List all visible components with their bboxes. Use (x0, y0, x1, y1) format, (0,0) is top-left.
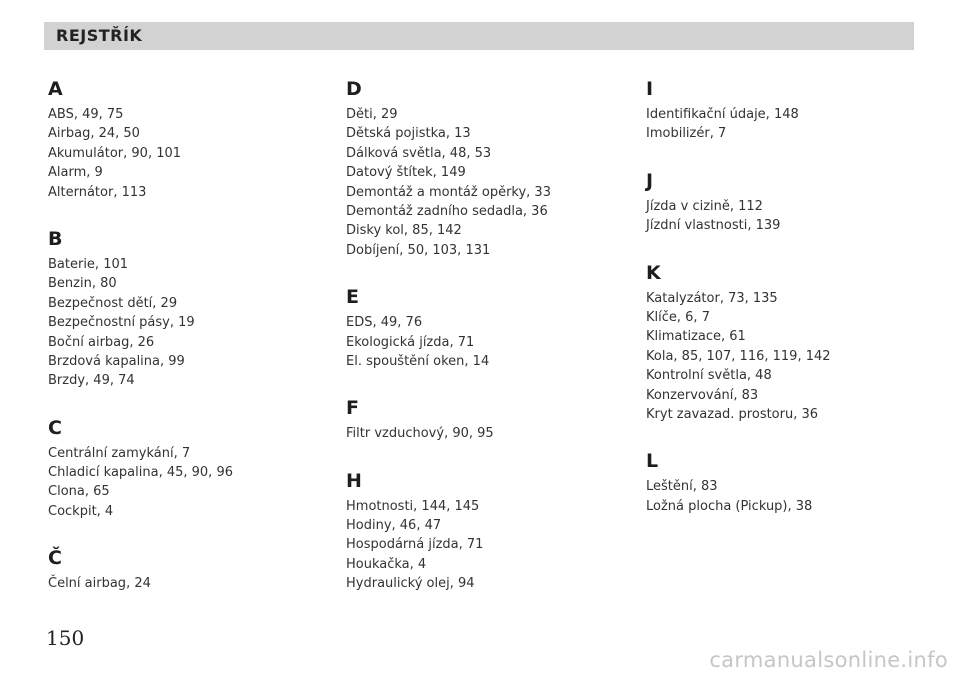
page-number: 150 (46, 626, 85, 650)
index-entry: Disky kol, 85, 142 (346, 223, 462, 239)
index-section (646, 170, 936, 236)
index-column-2 (346, 78, 636, 620)
index-header-bar (44, 22, 914, 50)
entry-list (48, 444, 338, 522)
index-section (646, 78, 936, 144)
entry-list (646, 197, 936, 236)
index-entry: Centrální zamykání, 7 (48, 445, 191, 461)
index-entry: Baterie, 101 (48, 256, 129, 272)
index-entry: Bezpečnostní pásy, 19 (48, 315, 195, 331)
watermark: carmanualsonline.info (709, 648, 948, 672)
index-entry: Jízdní vlastnosti, 139 (646, 218, 781, 234)
entry-list (646, 477, 936, 516)
section-letter: K (646, 261, 661, 284)
index-section (48, 547, 338, 593)
index-section (48, 78, 338, 202)
index-entry: Brzdová kapalina, 99 (48, 353, 185, 369)
index-entry: Klimatizace, 61 (646, 329, 746, 345)
section-letter: D (346, 78, 362, 100)
index-title: REJSTŘÍK (56, 26, 143, 45)
index-entry: Houkačka, 4 (346, 556, 427, 572)
index-entry: Katalyzátor, 73, 135 (646, 290, 778, 306)
index-entry: Hodiny, 46, 47 (346, 518, 442, 534)
index-entry: Hydraulický olej, 94 (346, 576, 475, 592)
index-section (48, 228, 338, 391)
index-entry: Airbag, 24, 50 (48, 126, 140, 142)
index-entry: Cockpit, 4 (48, 503, 114, 519)
index-entry: Konzervování, 83 (646, 387, 759, 403)
index-section (48, 417, 338, 522)
index-section (346, 78, 636, 260)
index-entry: Chladicí kapalina, 45, 90, 96 (48, 465, 233, 481)
section-letter: I (646, 78, 654, 100)
index-entry: ABS, 49, 75 (48, 107, 124, 122)
index-entry: Bezpečnost dětí, 29 (48, 295, 178, 311)
index-section (346, 470, 636, 594)
index-entry: EDS, 49, 76 (346, 315, 423, 331)
section-letter: C (48, 416, 62, 439)
index-entry: Kola, 85, 107, 116, 119, 142 (646, 348, 831, 364)
entry-list (646, 105, 936, 144)
entry-list (346, 105, 636, 260)
index-entry: Jízda v cizině, 112 (646, 198, 763, 214)
index-entry: Leštění, 83 (646, 479, 718, 495)
section-letter: F (346, 397, 359, 420)
index-section (646, 450, 936, 516)
entry-list (48, 105, 338, 202)
index-column-3 (646, 78, 936, 542)
index-entry: Datový štítek, 149 (346, 165, 466, 181)
index-entry: Benzin, 80 (48, 276, 117, 292)
index-section (346, 286, 636, 371)
index-section (646, 262, 936, 425)
index-entry: Dětská pojistka, 13 (346, 126, 471, 142)
index-entry: Clona, 65 (48, 484, 110, 500)
index-entry: Kryt zavazad. prostoru, 36 (646, 406, 819, 422)
entry-list (346, 424, 636, 443)
index-entry: Imobilizér, 7 (646, 126, 727, 142)
entry-list (646, 289, 936, 425)
index-entry: Ložná plocha (Pickup), 38 (646, 498, 813, 514)
entry-list (48, 574, 338, 593)
index-entry: Demontáž zadního sedadla, 36 (346, 203, 548, 219)
index-entry: Brzdy, 49, 74 (48, 373, 135, 389)
entry-list (346, 313, 636, 371)
index-entry: Alarm, 9 (48, 165, 103, 181)
section-letter: H (346, 469, 362, 492)
index-entry: Hmotnosti, 144, 145 (346, 498, 480, 514)
index-entry: Filtr vzduchový, 90, 95 (346, 426, 494, 442)
index-entry: Identifikační údaje, 148 (646, 107, 799, 122)
entry-list (48, 255, 338, 391)
index-entry: Čelní airbag, 24 (48, 576, 151, 592)
index-entry: Ekologická jízda, 71 (346, 334, 475, 350)
index-entry: Kontrolní světla, 48 (646, 368, 772, 384)
index-entry: Demontáž a montáž opěrky, 33 (346, 184, 551, 200)
section-letter: A (48, 78, 63, 100)
index-section (346, 397, 636, 443)
index-entry: Boční airbag, 26 (48, 334, 155, 350)
section-letter: J (646, 169, 654, 192)
section-letter: Č (48, 547, 62, 570)
index-entry: Hospodárná jízda, 71 (346, 537, 484, 553)
index-entry: Dobíjení, 50, 103, 131 (346, 242, 491, 258)
index-entry: Klíče, 6, 7 (646, 309, 710, 325)
entry-list (346, 497, 636, 594)
index-column-1 (48, 78, 338, 620)
index-entry: Alternátor, 113 (48, 184, 147, 200)
index-entry: Akumulátor, 90, 101 (48, 145, 182, 161)
section-letter: L (646, 450, 659, 473)
section-letter: E (346, 286, 359, 309)
index-entry: Dálková světla, 48, 53 (346, 145, 492, 161)
index-entry: El. spouštění oken, 14 (346, 353, 490, 369)
section-letter: B (48, 227, 63, 250)
index-entry: Děti, 29 (346, 107, 398, 122)
